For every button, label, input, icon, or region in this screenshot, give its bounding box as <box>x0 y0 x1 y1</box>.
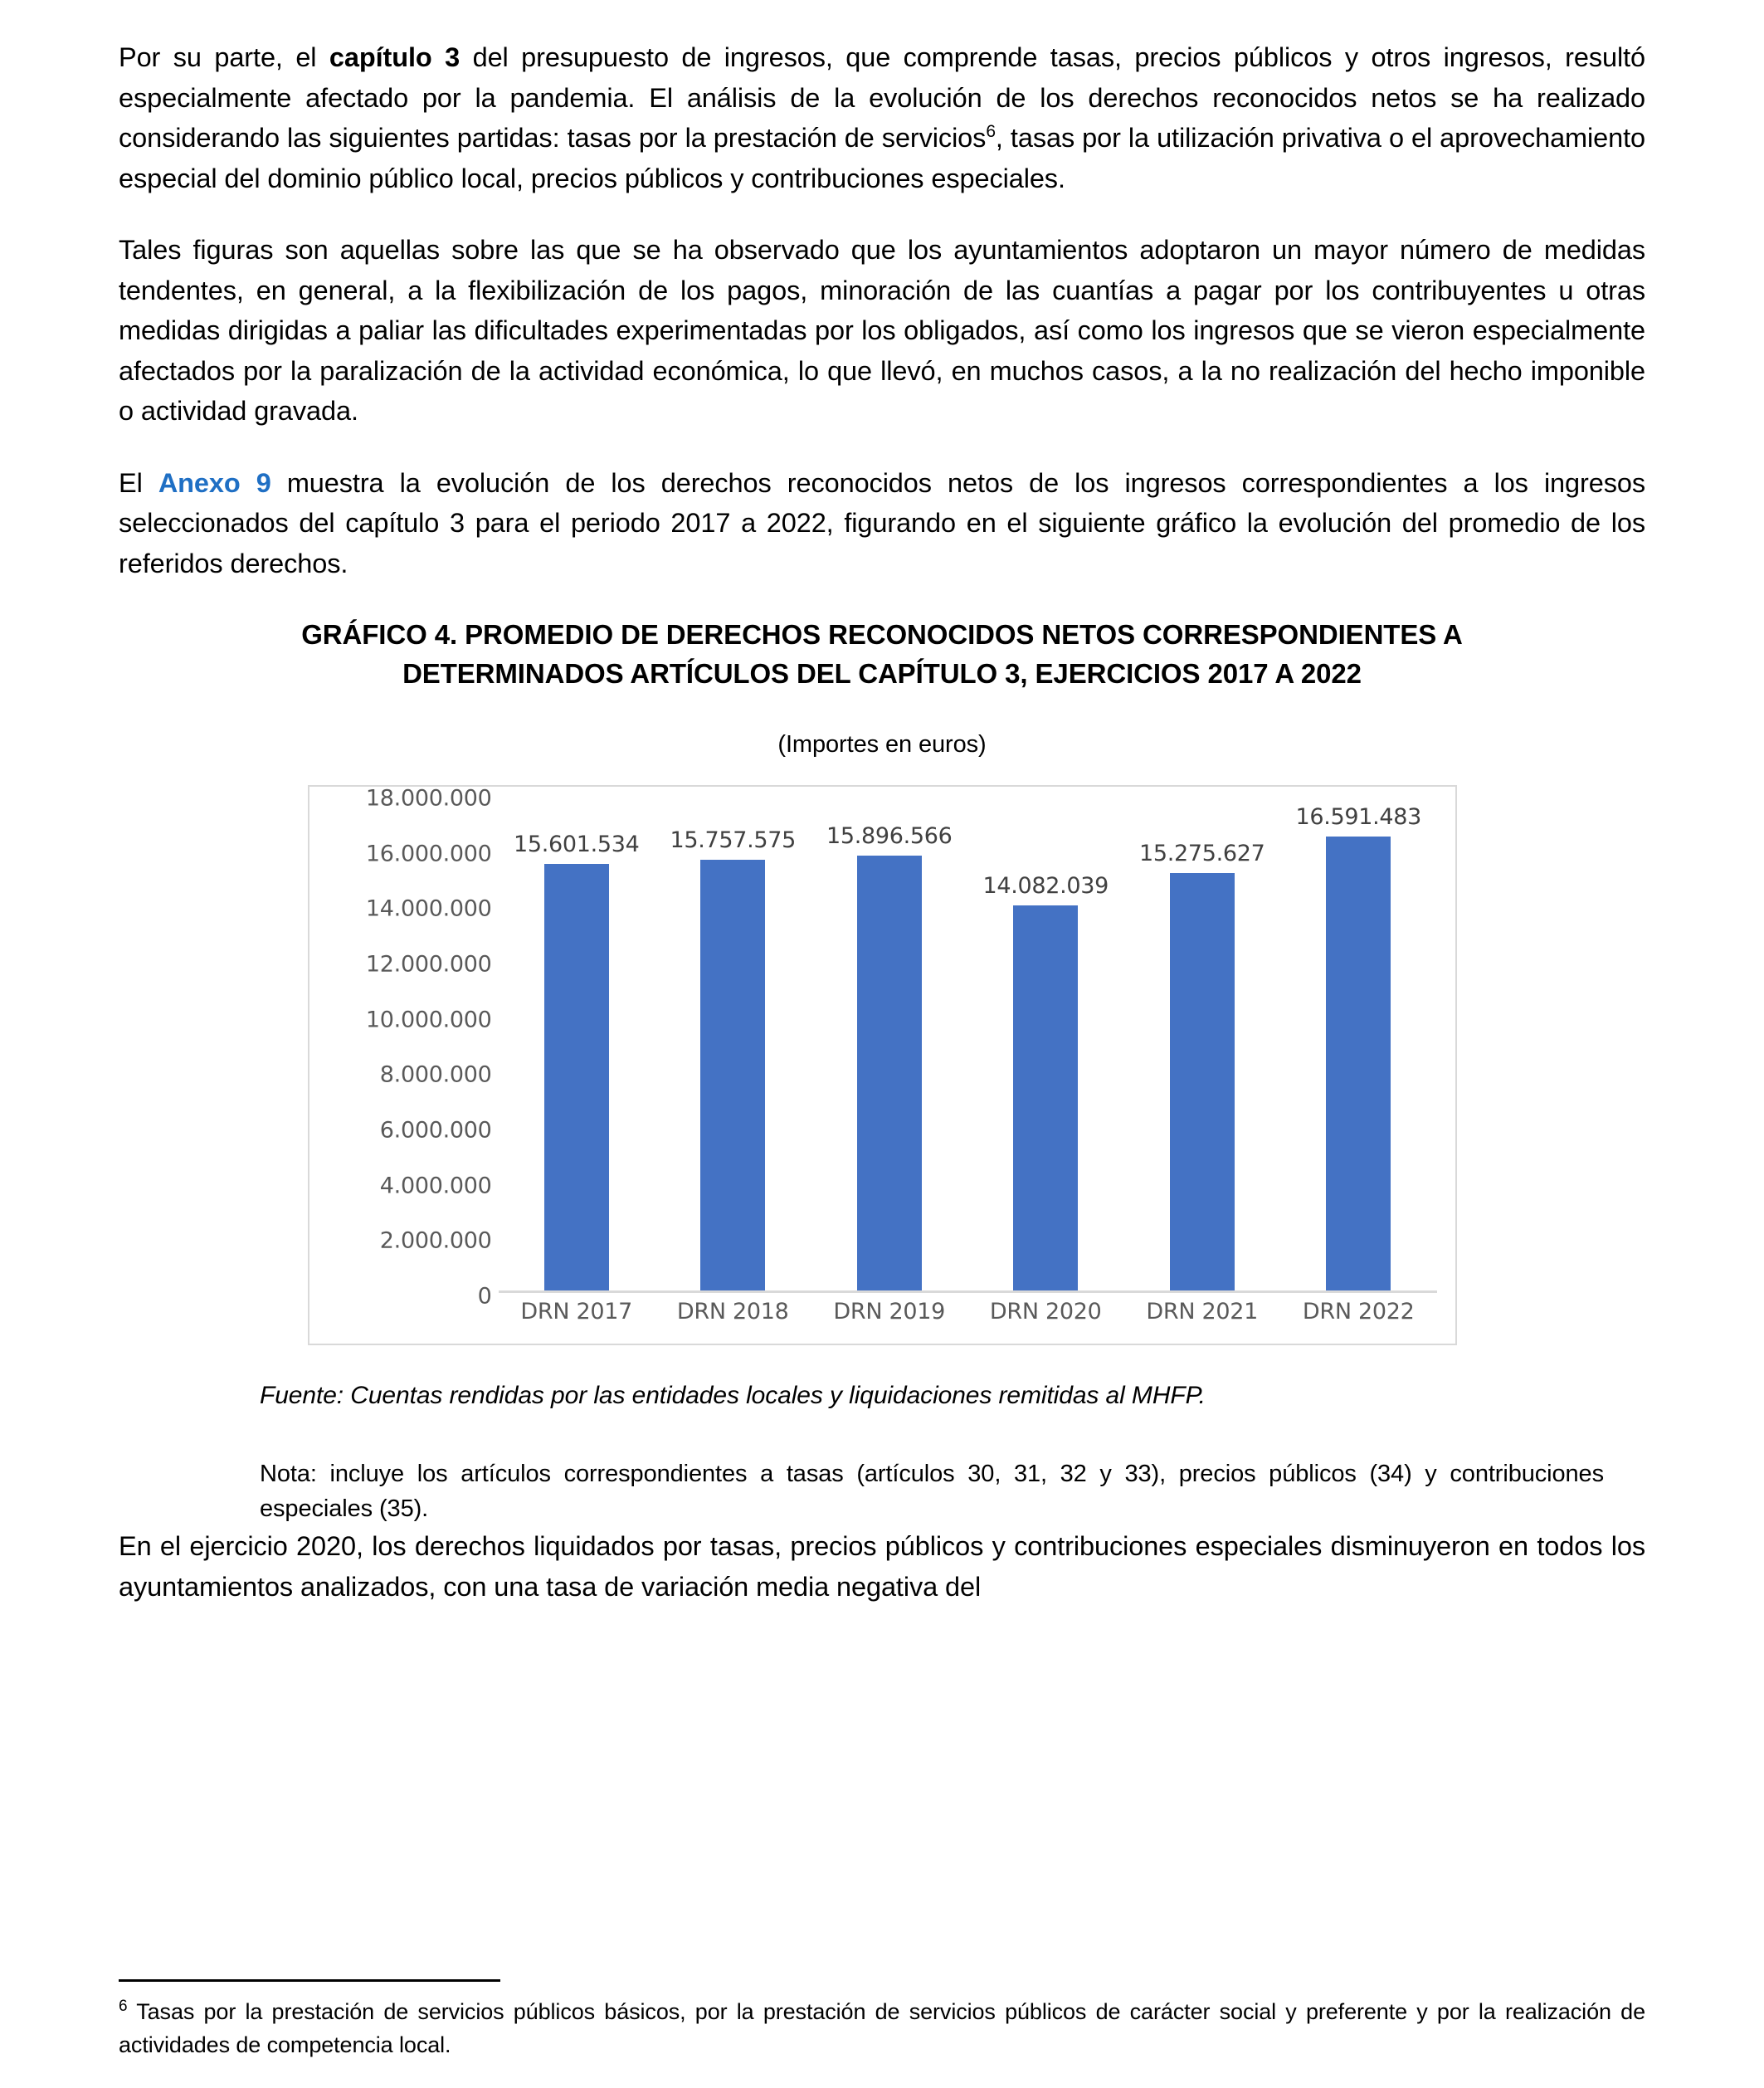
page-content <box>119 37 1645 1607</box>
x-axis-tick: DRN 2018 <box>676 1299 789 1325</box>
paragraph-1 <box>119 37 1645 198</box>
y-axis-tick: 14.000.000 <box>365 895 492 922</box>
x-axis-tick: DRN 2019 <box>833 1299 946 1325</box>
figure-grafico-4 <box>119 615 1645 1526</box>
bar-value-label: 15.601.534 <box>513 832 640 858</box>
bar-value-label: 15.757.575 <box>670 827 797 853</box>
anexo-9-link[interactable]: Anexo 9 <box>158 467 271 498</box>
x-axis-tick: DRN 2022 <box>1302 1299 1415 1325</box>
bar[interactable] <box>1013 905 1078 1290</box>
figure-heading-line2: DETERMINADOS ARTÍCULOS DEL CAPÍTULO 3, EJERCICIOS 2017 A 2022 <box>402 658 1362 689</box>
bar[interactable] <box>1326 837 1391 1290</box>
paragraph-4: En el ejercicio 2020, los derechos liquidados por tasas, precios públicos y contribuciones especiales disminuyeron en todos los ayuntamientos analizados, con una tasa de variación media negativa del <box>119 1531 1645 1602</box>
p3-text-part2: muestra la evolución de los derechos reconocidos netos de los ingresos correspondientes a los ingresos seleccionados del capítulo 3 para el periodo 2017 a 2022, figurando en el siguiente gráfico la evolución del promedio de los referidos derechos. <box>119 467 1645 578</box>
bar-value-label: 14.082.039 <box>982 873 1109 900</box>
bar-slot <box>967 798 1124 1290</box>
figure-subtitle: (Importes en euros) <box>777 731 987 758</box>
bar-slot <box>1124 798 1281 1290</box>
bar-slot <box>655 798 811 1290</box>
y-axis-tick: 12.000.000 <box>365 951 492 978</box>
bar[interactable] <box>544 864 609 1290</box>
y-axis-tick: 6.000.000 <box>379 1117 492 1144</box>
footnote-separator <box>119 1979 500 1982</box>
bar-value-label: 16.591.483 <box>1295 804 1422 831</box>
paragraph-2: Tales figuras son aquellas sobre las que se ha observado que los ayuntamientos adoptaron un mayor número de medidas tendentes, en general, a la flexibilización de los pagos, minoración de las cuantías a pagar por los contribuyentes u otras medidas dirigidas a paliar las dificultades experimentadas por los obligados, así como los ingresos que se vieron especialmente afectados por la paralización de la actividad económica, lo que llevó, en muchos casos, a la no realización del hecho imponible o actividad gravada. <box>119 235 1645 426</box>
p1-text-part2: del presupuesto de ingresos, que comprende tasas, precios públicos y otros ingresos, resultó especialmente afectado por la pandemia. El análisis de la evolución de los derechos reconocidos netos se ha realizado considerando las siguientes partidas: tasas por la prestación de servicios <box>119 42 1645 153</box>
p1-text-part1: Por su parte, el <box>119 42 329 72</box>
bar[interactable] <box>700 860 765 1290</box>
bar-value-label: 15.896.566 <box>826 823 953 850</box>
footnote-body: Tasas por la prestación de servicios públicos básicos, por la prestación de servicios públicos de carácter social y preferente y por la realización de actividades de competencia local. <box>119 1999 1645 2057</box>
y-axis-tick: 16.000.000 <box>365 841 492 867</box>
p1-text-part3: , tasas por la utilización privativa o el aprovechamiento especial del dominio público local, precios públicos y contribuciones especiales. <box>119 123 1645 193</box>
bar-slot <box>499 798 655 1290</box>
x-axis-line <box>499 1290 1437 1293</box>
bar-slot <box>1280 798 1437 1290</box>
y-axis <box>309 785 492 1310</box>
paragraph-3 <box>119 463 1645 584</box>
x-axis-tick: DRN 2021 <box>1146 1299 1259 1325</box>
footnote-area <box>119 1979 1645 2061</box>
y-axis-tick: 2.000.000 <box>379 1227 492 1254</box>
footnote-6 <box>119 1995 1645 2061</box>
y-axis-tick: 4.000.000 <box>379 1173 492 1199</box>
figure-heading <box>119 615 1645 693</box>
figure-source: Fuente: Cuentas rendidas por las entidades locales y liquidaciones remitidas al MHFP. <box>260 1382 1206 1409</box>
bar[interactable] <box>857 856 922 1290</box>
footnote-number: 6 <box>119 1998 128 2015</box>
x-axis-tick: DRN 2017 <box>520 1299 633 1325</box>
p1-bold-capitulo3: capítulo 3 <box>329 42 460 72</box>
chart-inner <box>309 787 1455 1344</box>
figure-note: Nota: incluye los artículos correspondientes a tasas (artículos 30, 31, 32 y 33), precios públicos (34) y contribuciones especiales (35). <box>260 1461 1604 1522</box>
bar-value-label: 15.275.627 <box>1138 840 1265 866</box>
y-axis-tick: 10.000.000 <box>365 1007 492 1033</box>
plot-area <box>499 798 1437 1293</box>
y-axis-tick: 8.000.000 <box>379 1061 492 1088</box>
y-axis-tick: 18.000.000 <box>365 785 492 812</box>
p3-text-part1: El <box>119 467 158 498</box>
figure-heading-line1: GRÁFICO 4. PROMEDIO DE DERECHOS RECONOCIDOS NETOS CORRESPONDIENTES A <box>301 619 1463 650</box>
bar[interactable] <box>1170 873 1235 1290</box>
bar-slot <box>811 798 968 1290</box>
footnote-marker-6[interactable]: 6 <box>986 122 996 142</box>
bar-chart <box>308 785 1457 1345</box>
x-axis-tick: DRN 2020 <box>989 1299 1102 1325</box>
y-axis-tick: 0 <box>477 1283 492 1310</box>
x-axis <box>499 1299 1437 1335</box>
bar-series <box>499 798 1437 1290</box>
